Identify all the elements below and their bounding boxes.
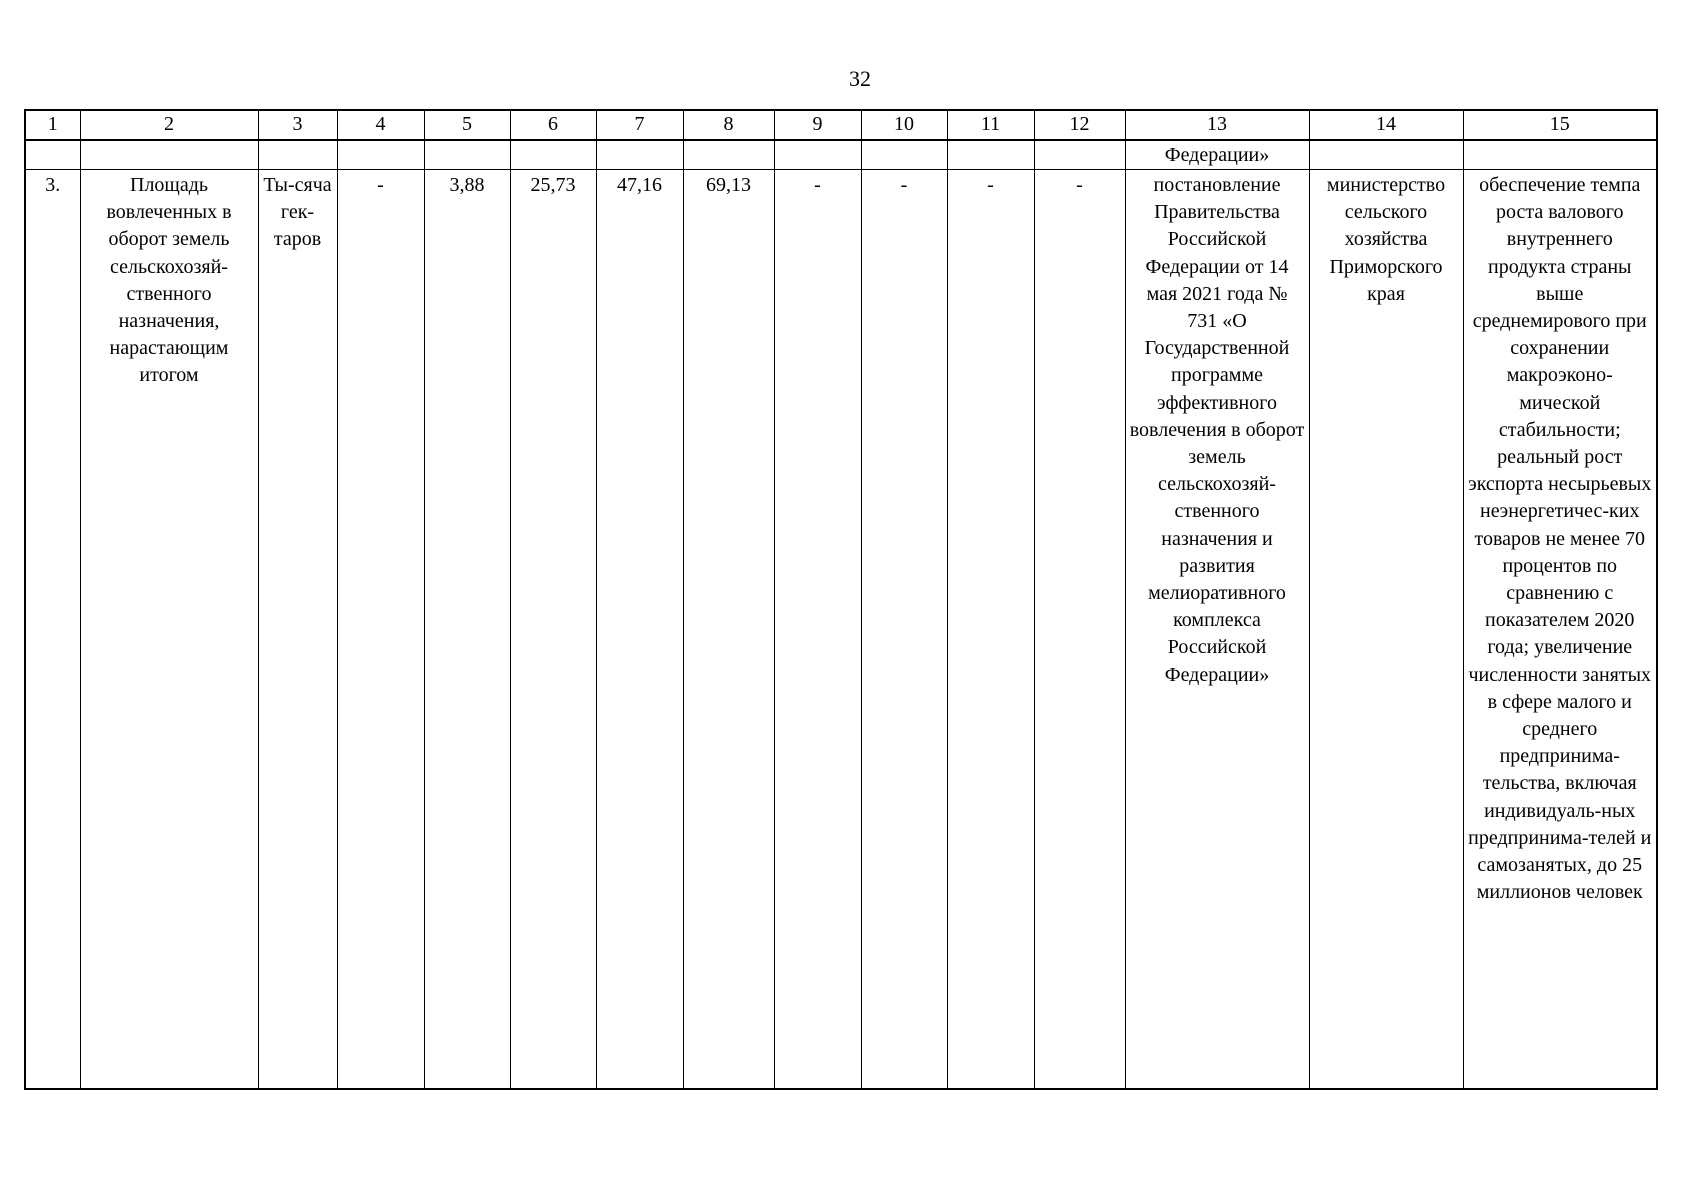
continuation-cell	[258, 140, 337, 170]
row-number-cell: 3.	[25, 170, 80, 1090]
header-cell-9: 9	[774, 110, 861, 140]
continuation-cell	[337, 140, 424, 170]
header-cell-2: 2	[80, 110, 258, 140]
header-cell-1: 1	[25, 110, 80, 140]
continuation-cell	[1309, 140, 1463, 170]
document-cell: постановление Правительства Российской Федерации от 14 мая 2021 года № 731 «О Государственной программе эффективного вовлечения в оборот земель сельскохозяй-ственного назначения и развития мелиоративного комплекса Российской Федерации»	[1125, 170, 1309, 1090]
header-cell-4: 4	[337, 110, 424, 140]
continuation-cell	[683, 140, 774, 170]
value-cell-7: 47,16	[596, 170, 683, 1090]
responsible-cell: министерство сельского хозяйства Приморского края	[1309, 170, 1463, 1090]
header-cell-8: 8	[683, 110, 774, 140]
continuation-cell	[510, 140, 596, 170]
unit-cell: Ты-сяча гек-таров	[258, 170, 337, 1090]
goal-cell: обеспечение темпа роста валового внутреннего продукта страны выше среднемирового при сохранении макроэконо-мической стабильности; реальный рост экспорта несырьевых неэнергетичес-ких товаров не менее 70 процентов по сравнению с показателем 2020 года; увеличение численности занятых в сфере малого и среднего предпринима-тельства, включая индивидуаль-ных предпринима-телей и самозанятых, до 25 миллионов человек	[1463, 170, 1657, 1090]
value-cell-12: -	[1034, 170, 1125, 1090]
header-cell-14: 14	[1309, 110, 1463, 140]
value-cell-5: 3,88	[424, 170, 510, 1090]
continuation-row	[25, 140, 1657, 170]
continuation-cell	[861, 140, 947, 170]
header-cell-11: 11	[947, 110, 1034, 140]
continuation-cell	[947, 140, 1034, 170]
header-cell-10: 10	[861, 110, 947, 140]
header-cell-6: 6	[510, 110, 596, 140]
continuation-cell	[774, 140, 861, 170]
header-cell-3: 3	[258, 110, 337, 140]
continuation-cell	[596, 140, 683, 170]
value-cell-8: 69,13	[683, 170, 774, 1090]
continuation-cell	[1463, 140, 1657, 170]
header-cell-7: 7	[596, 110, 683, 140]
value-cell-9: -	[774, 170, 861, 1090]
header-cell-15: 15	[1463, 110, 1657, 140]
value-cell-11: -	[947, 170, 1034, 1090]
value-cell-6: 25,73	[510, 170, 596, 1090]
indicator-table	[24, 109, 1658, 1090]
header-cell-13: 13	[1125, 110, 1309, 140]
header-cell-12: 12	[1034, 110, 1125, 140]
header-cell-5: 5	[424, 110, 510, 140]
continuation-cell	[424, 140, 510, 170]
page-number: 32	[849, 66, 871, 91]
table-row	[25, 170, 1657, 1090]
continuation-document-cell: Федерации»	[1125, 140, 1309, 170]
value-cell-4: -	[337, 170, 424, 1090]
continuation-cell	[25, 140, 80, 170]
header-row	[25, 110, 1657, 140]
value-cell-10: -	[861, 170, 947, 1090]
continuation-cell	[1034, 140, 1125, 170]
continuation-cell	[80, 140, 258, 170]
indicator-name-cell: Площадь вовлеченных в оборот земель сельскохозяй-ственного назначения, нарастающим итогом	[80, 170, 258, 1090]
